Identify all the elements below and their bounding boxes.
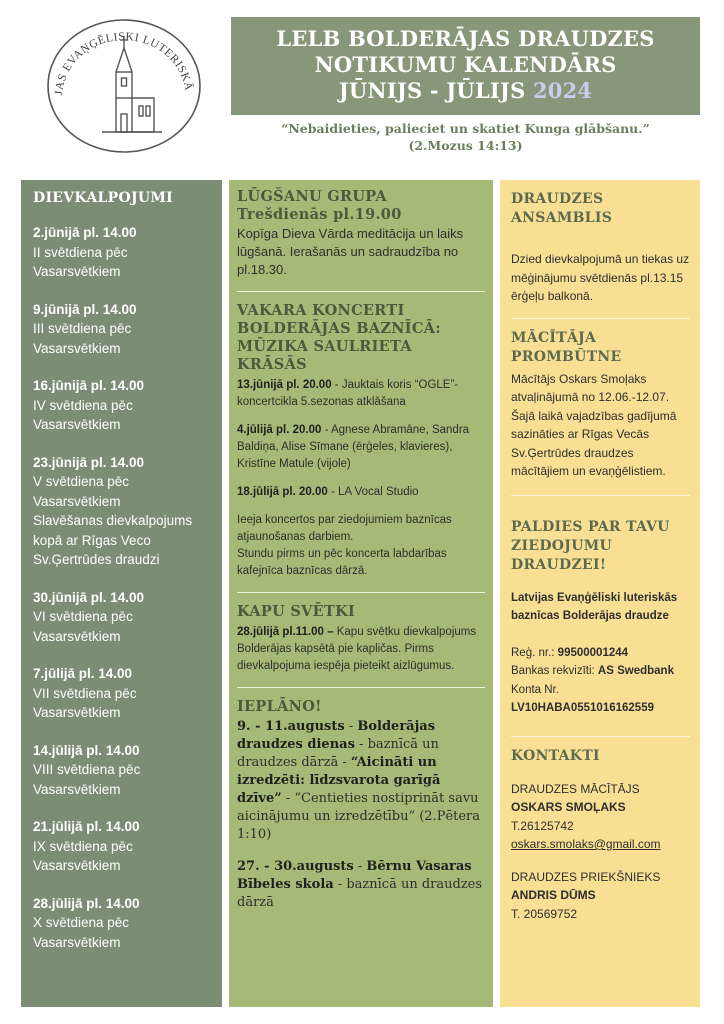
service-line: Slavēšanas dievkalpojums: [33, 513, 193, 528]
service-line: V svētdiena pēc: [33, 474, 130, 489]
planned-section: [237, 698, 485, 912]
event-dates: 27. - 30.augusts: [237, 859, 354, 874]
church-icon: [36, 14, 212, 154]
divider: [237, 687, 485, 688]
header-line-2: NOTIKUMU KALENDĀRS: [314, 52, 617, 77]
contacts-title: KONTAKTI: [511, 747, 600, 764]
bank-value: AS Swedbank: [597, 665, 674, 677]
concert-desc: - Agnese Abramāne, Sandra Baldiņa, Alise Sīmane (ērģeles, klavieres), Kristīne Matule (vijole): [237, 424, 470, 470]
ensemble-section: [511, 190, 690, 306]
concert-date: 13.jūnijā pl. 20.00: [237, 379, 332, 391]
service-item: [33, 664, 210, 723]
services-title: DIEVKALPOJUMI: [33, 190, 174, 206]
service-line: X svētdiena pēc: [33, 915, 130, 930]
service-line: VII svētdiena pēc: [33, 685, 137, 701]
donation-title: PALDIES PAR TAVU ZIEDOJUMU DRAUDZEI!: [511, 518, 670, 573]
concert-item: [237, 377, 485, 411]
chair-role: DRAUDZES PRIEKŠNIEKS: [511, 869, 661, 884]
concert-item: [237, 484, 485, 501]
planned-event: [237, 718, 485, 844]
service-date: 9.jūnijā pl. 14.00: [33, 301, 137, 317]
church-logo: [36, 14, 212, 154]
services-list: [33, 223, 210, 952]
pastor-phone[interactable]: T.26125742: [511, 818, 574, 833]
service-line: Vasarsvētkiem: [33, 781, 121, 797]
prayer-section: [237, 188, 485, 279]
event-text: -: [344, 719, 358, 734]
header-line-3: [231, 78, 700, 104]
service-item: [33, 300, 210, 359]
absence-section: [511, 329, 690, 481]
prayer-title: LŪGŠANU GRUPA: [237, 188, 387, 205]
chair-name: ANDRIS DŪMS: [511, 888, 596, 902]
service-line: Vasarsvētkiem: [33, 934, 121, 950]
services-column: [21, 180, 222, 1007]
cemetery-desc: Kapu svētku dievkalpojums Bolderājas kapsētā pie kapličas. Pirms dievkalpojuma iespēja pieteikt aizlūgumus.: [237, 626, 477, 672]
concert-date: 4.jūlijā pl. 20.00: [237, 424, 322, 436]
event-title: Bērnu Vasaras Bībeles skola: [237, 859, 472, 892]
service-line: II svētdiena pēc: [33, 244, 128, 260]
service-line: Vasarsvētkiem: [33, 417, 121, 432]
service-line: Sv.Ģertrūdes draudzi: [33, 552, 160, 567]
service-line: IX svētdiena pēc: [33, 838, 133, 854]
service-item: [33, 453, 210, 570]
service-line: Vasarsvētkiem: [33, 493, 121, 509]
concerts-title: VAKARA KONCERTI BOLDERĀJAS BAZNĪCĀ: MŪZIKA SAULRIETA KRĀSĀS: [237, 302, 441, 373]
concert-info: Ieeja koncertos par ziedojumiem baznīcas atjaunošanas darbiem.: [237, 514, 452, 543]
divider: [511, 736, 690, 737]
service-line: VIII svētdiena pēc: [33, 762, 141, 777]
motto-quote: “Nebaidieties, palieciet un skatiet Kunga glābšanu.”: [281, 121, 650, 136]
account-number: LV10HABA0551016162559: [511, 702, 654, 714]
cemetery-text: [237, 624, 485, 675]
service-date: 23.jūnijā pl. 14.00: [33, 454, 145, 470]
calendar-header: [231, 17, 700, 115]
cemetery-date: 28.jūlijā pl.11.00 –: [237, 626, 334, 638]
event-text: - baznīcā un draudzes dārzā -: [237, 737, 439, 770]
header-line-1: LELB BOLDERĀJAS DRAUDZES: [276, 26, 655, 51]
event-theme: “Aicināti un izredzēti: līdzsvarota garīgā dzīve”: [237, 755, 441, 806]
divider: [511, 318, 690, 319]
service-line: Vasarsvētkiem: [33, 628, 121, 644]
events-column: [229, 180, 493, 1007]
account-label: Konta Nr.: [511, 683, 559, 696]
ensemble-text: Dzied dievkalpojumā un tiekas uz mēģinājumu svētdienās pl.13.15 ērģeļu balkonā.: [511, 252, 690, 303]
concert-desc: - Jauktais koris “OGLE”- koncertcikla 5.sezonas atklāšana: [237, 379, 459, 408]
event-text: -: [353, 859, 367, 874]
service-item: [33, 588, 210, 647]
service-line: III svētdiena pēc: [33, 321, 132, 336]
cemetery-title: KAPU SVĒTKI: [237, 603, 356, 620]
event-title: Bolderājas draudzes dienas: [237, 719, 436, 752]
prayer-text: Kopīga Dieva Vārda meditācija un laiks lūgšanā. Ierašanās un sadraudzība no pl.18.30.: [237, 226, 464, 277]
concert-desc: - LA Vocal Studio: [327, 486, 419, 498]
prayer-time: Trešdienās pl.19.00: [237, 206, 402, 223]
service-date: 30.jūnijā pl. 14.00: [33, 589, 145, 605]
service-date: 7.jūlijā pl. 14.00: [33, 666, 133, 681]
donation-bank: [511, 662, 690, 681]
service-item: [33, 741, 210, 800]
contacts-section: [511, 747, 690, 924]
service-line: Vasarsvētkiem: [33, 858, 121, 873]
bank-label: Bankas rekvizīti:: [511, 665, 598, 677]
service-line: Vasarsvētkiem: [33, 264, 121, 279]
pastor-role: DRAUDZES MĀCĪTĀJS: [511, 781, 640, 796]
concert-info: Stundu pirms un pēc koncerta labdarības kafejnīca baznīcas dārzā.: [237, 548, 447, 577]
service-item: [33, 223, 210, 282]
concert-item: [237, 422, 485, 473]
divider: [237, 592, 485, 593]
logo-text: JAS EVAŅĢĒLISKI LUTERISKĀ: [53, 30, 195, 96]
chair-phone[interactable]: T. 20569752: [511, 906, 578, 921]
donation-org: Latvijas Evaņģēliski luteriskās baznīcas Bolderājas draudze: [511, 591, 678, 622]
pastor-email-link[interactable]: oskars.smolaks@gmail.com: [511, 837, 661, 851]
service-date: 28.jūlijā pl. 14.00: [33, 895, 140, 911]
absence-title: MĀCĪTĀJA PROMBŪTNE: [511, 329, 622, 365]
planned-title: IEPLĀNO!: [237, 698, 322, 715]
service-date: 2.jūnijā pl. 14.00: [33, 225, 137, 240]
reg-value: 99500001244: [557, 646, 629, 659]
service-date: 21.jūlijā pl. 14.00: [33, 819, 140, 834]
cemetery-section: [237, 603, 485, 675]
info-column: [500, 180, 700, 1007]
divider: [511, 495, 690, 496]
donation-section: [511, 518, 690, 718]
service-date: 14.jūlijā pl. 14.00: [33, 742, 140, 758]
service-date: 16.jūnijā pl. 14.00: [33, 378, 145, 393]
event-text: - baznīcā un draudzes dārzā: [237, 877, 483, 910]
service-line: Vasarsvētkiem: [33, 705, 121, 720]
concerts-section: [237, 302, 485, 580]
reg-label: Reģ. nr.:: [511, 646, 558, 659]
ensemble-title: DRAUDZES ANSAMBLIS: [511, 191, 613, 226]
absence-text: Mācītājs Oskars Smoļaks atvaļinājumā no 12.06.-12.07. Šajā laikā vajadzības gadījumā sazināties ar Rīgas Vecās Sv.Ģertrūdes draudzes mācītājiem un evaņģēlistiem.: [511, 371, 677, 478]
header-year: 2024: [532, 78, 593, 103]
planned-event: [237, 858, 485, 912]
service-item: [33, 894, 210, 953]
service-item: [33, 817, 210, 876]
service-item: [33, 376, 210, 435]
event-dates: 9. - 11.augusts: [237, 719, 345, 734]
donation-reg: [511, 644, 690, 663]
motto: [231, 120, 700, 154]
service-line: IV svētdiena pēc: [33, 397, 133, 413]
event-text: - “Centieties nostiprināt savu aicinājumu un izredzētību” (2.Pētera 1:10): [237, 791, 481, 842]
service-line: Vasarsvētkiem: [33, 340, 121, 356]
service-line: VI svētdiena pēc: [33, 609, 133, 624]
motto-reference: (2.Mozus 14:13): [408, 138, 523, 153]
divider: [237, 291, 485, 292]
service-line: kopā ar Rīgas Veco: [33, 532, 151, 548]
concert-date: 18.jūlijā pl. 20.00: [237, 486, 328, 498]
pastor-name: OSKARS SMOĻAKS: [511, 800, 626, 814]
header-months: JŪNIJS - JŪLIJS: [338, 78, 526, 103]
